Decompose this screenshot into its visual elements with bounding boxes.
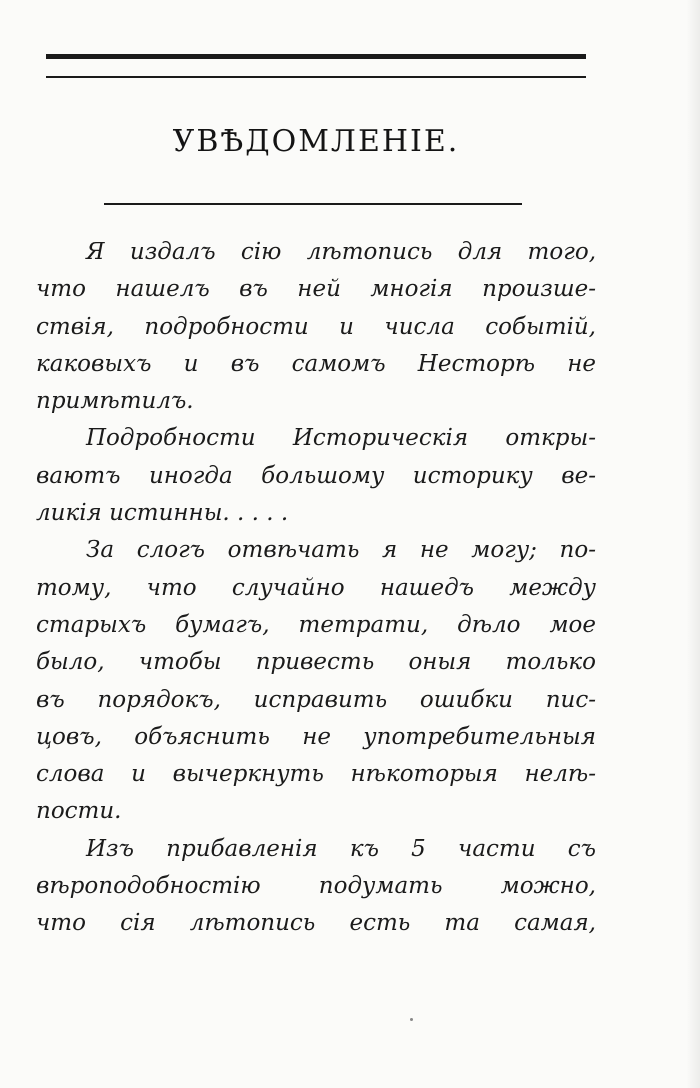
text-line: каковыхъ и въ самомъ Несторѣ не xyxy=(36,350,596,377)
heading-rule xyxy=(104,203,522,205)
top-thin-rule xyxy=(46,76,586,78)
text-line: что нашелъ въ ней многія произше- xyxy=(36,276,596,303)
text-line: старыхъ бумагъ, тетрати, дѣло мое xyxy=(36,611,596,638)
text-line: цовъ, объяснить не употребительныя xyxy=(36,723,596,750)
page-edge-shadow xyxy=(686,0,700,1088)
text-line: тому, что случайно нашедъ между xyxy=(36,574,596,601)
text-line: Подробности Историческія откры- xyxy=(86,425,596,452)
body-text xyxy=(36,234,596,943)
text-line: ствія, подробности и числа событій, xyxy=(36,313,596,340)
text-line: пости. xyxy=(36,798,122,825)
text-line: ликія истинны. . . . . xyxy=(36,500,289,527)
text-line: ваютъ иногда большому историку ве- xyxy=(36,462,596,489)
text-line: вѣроподобностію подумать можно, xyxy=(36,873,596,900)
page-heading: УВѢДОМЛЕНІЕ. xyxy=(172,124,460,159)
text-line: примѣтилъ. xyxy=(36,388,194,415)
ink-speck xyxy=(410,1018,413,1021)
text-line: Изъ прибавленія къ 5 части съ xyxy=(86,835,596,862)
text-line: Я издалъ сію лѣтопись для того, xyxy=(86,239,596,265)
text-line: За слогъ отвѣчать я не могу; по- xyxy=(86,537,596,564)
text-line: слова и вычеркнуть нѣкоторыя нелѣ- xyxy=(36,761,596,788)
text-line: что сія лѣтопись есть та самая, xyxy=(36,910,596,937)
text-line: было, чтобы привесть оныя только xyxy=(36,649,596,676)
text-line: въ порядокъ, исправить ошибки пис- xyxy=(36,686,596,713)
top-thick-rule xyxy=(46,54,586,59)
